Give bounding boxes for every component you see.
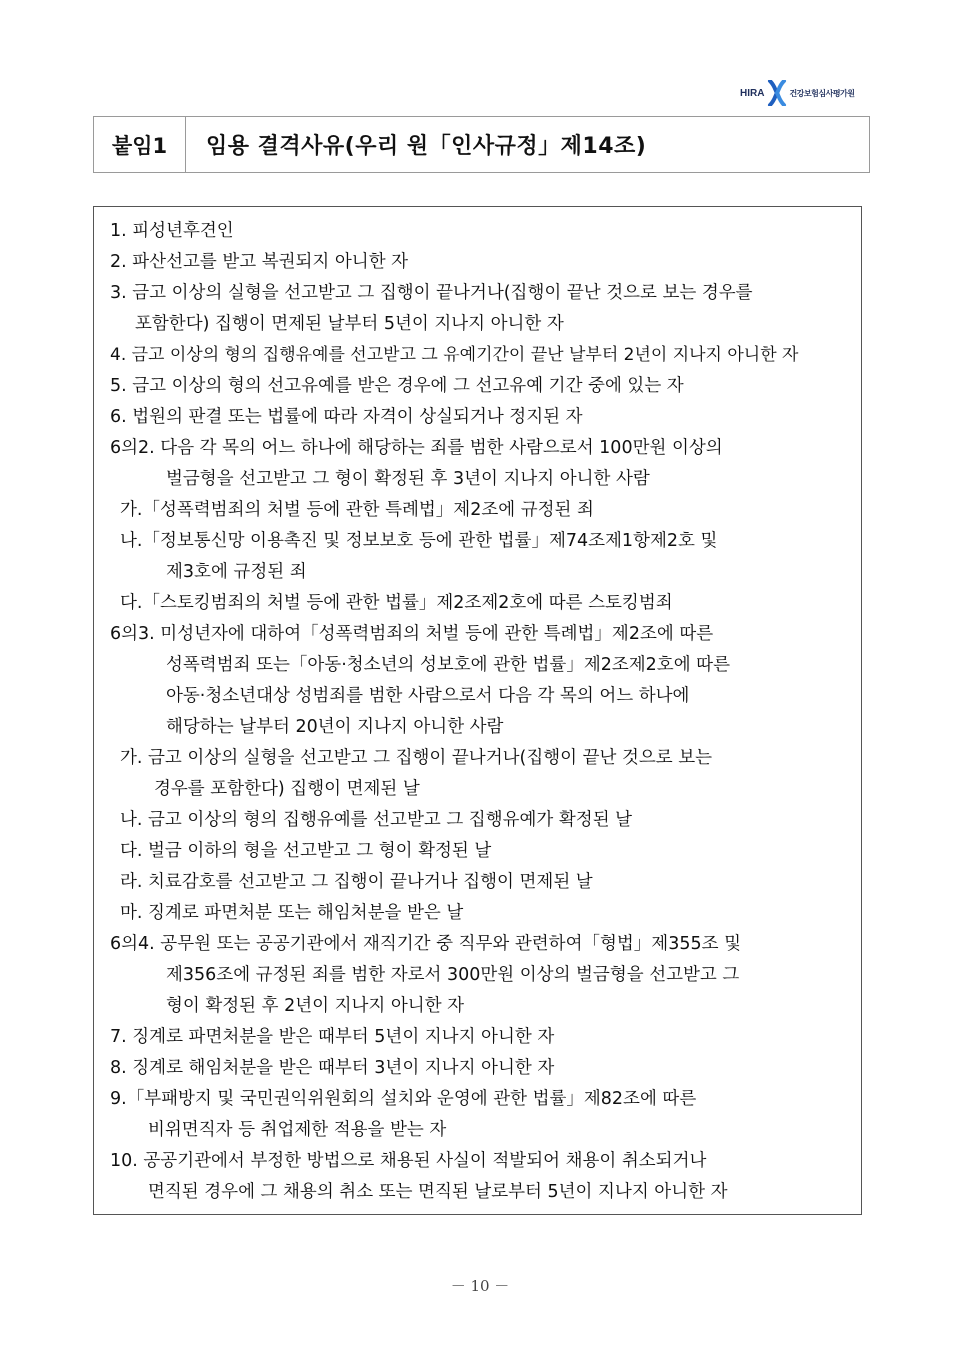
list-item: 면직된 경우에 그 채용의 취소 또는 면직된 날로부터 5년이 지나지 아니한 자 bbox=[148, 1182, 728, 1202]
list-item: 2. 파산선고를 받고 복권되지 아니한 자 bbox=[110, 252, 409, 272]
list-item: 6. 법원의 판결 또는 법률에 따라 자격이 상실되거나 정지된 자 bbox=[110, 407, 583, 427]
list-item: 다. 벌금 이하의 형을 선고받고 그 형이 확정된 날 bbox=[120, 841, 492, 861]
list-item: 나.「정보통신망 이용촉진 및 정보보호 등에 관한 법률」제74조제1항제2호 및 bbox=[120, 531, 718, 551]
list-item: 제356조에 규정된 죄를 범한 자로서 300만원 이상의 벌금형을 선고받고 그 bbox=[166, 965, 740, 985]
list-item: 6의3. 미성년자에 대하여「성폭력범죄의 처벌 등에 관한 특례법」제2조에 따른 bbox=[110, 624, 714, 644]
hira-logo bbox=[740, 80, 855, 106]
logo-text-left: HIRA bbox=[740, 87, 765, 99]
list-item: 7. 징계로 파면처분을 받은 때부터 5년이 지나지 아니한 자 bbox=[110, 1027, 555, 1047]
list-item: 제3호에 규정된 죄 bbox=[166, 562, 307, 582]
list-item: 9.「부패방지 및 국민권익위원회의 설치와 운영에 관한 법률」제82조에 따른 bbox=[110, 1089, 697, 1109]
list-item: 마. 징계로 파면처분 또는 해임처분을 받은 날 bbox=[120, 903, 464, 923]
list-item: 형이 확정된 후 2년이 지나지 아니한 자 bbox=[166, 996, 465, 1016]
list-item: 나. 금고 이상의 형의 집행유예를 선고받고 그 집행유예가 확정된 날 bbox=[120, 810, 633, 830]
list-item: 가.「성폭력범죄의 처벌 등에 관한 특례법」제2조에 규정된 죄 bbox=[120, 500, 594, 520]
list-item: 라. 치료감호를 선고받고 그 집행이 끝나거나 집행이 면제된 날 bbox=[120, 872, 593, 892]
page-number: － 10 － bbox=[450, 1277, 510, 1295]
disqualification-list bbox=[93, 206, 862, 1215]
list-item: 성폭력범죄 또는「아동·청소년의 성보호에 관한 법률」제2조제2호에 따른 bbox=[166, 655, 730, 675]
list-item: 해당하는 날부터 20년이 지나지 아니한 사람 bbox=[166, 717, 504, 737]
hira-logo-icon bbox=[767, 80, 787, 106]
list-item: 3. 금고 이상의 실형을 선고받고 그 집행이 끝나거나(집행이 끝난 것으로 보는 경우를 bbox=[110, 283, 753, 303]
attachment-tag: 붙임1 bbox=[94, 117, 186, 172]
list-item: 다.「스토킹범죄의 처벌 등에 관한 법률」제2조제2호에 따른 스토킹범죄 bbox=[120, 593, 673, 613]
list-item: 6의2. 다음 각 목의 어느 하나에 해당하는 죄를 범한 사람으로서 100만원 이상의 bbox=[110, 438, 723, 458]
list-item: 벌금형을 선고받고 그 형이 확정된 후 3년이 지나지 아니한 사람 bbox=[166, 469, 650, 489]
list-item: 경우를 포함한다) 집행이 면제된 날 bbox=[154, 779, 420, 799]
list-item: 4. 금고 이상의 형의 집행유예를 선고받고 그 유예기간이 끝난 날부터 2년이 지나지 아니한 자 bbox=[110, 345, 799, 365]
title-box bbox=[93, 116, 870, 173]
list-item: 5. 금고 이상의 형의 선고유예를 받은 경우에 그 선고유예 기간 중에 있는 자 bbox=[110, 376, 684, 396]
list-item: 아동·청소년대상 성범죄를 범한 사람으로서 다음 각 목의 어느 하나에 bbox=[166, 686, 690, 706]
list-item: 1. 피성년후견인 bbox=[110, 221, 234, 241]
list-item: 6의4. 공무원 또는 공공기관에서 재직기간 중 직무와 관련하여「형법」제355조 및 bbox=[110, 934, 741, 954]
page-title: 임용 결격사유(우리 원「인사규정」제14조) bbox=[206, 134, 647, 159]
list-item: 포함한다) 집행이 면제된 날부터 5년이 지나지 아니한 자 bbox=[135, 314, 564, 334]
list-item: 가. 금고 이상의 실형을 선고받고 그 집행이 끝나거나(집행이 끝난 것으로 보는 bbox=[120, 748, 713, 768]
list-item: 비위면직자 등 취업제한 적용을 받는 자 bbox=[148, 1120, 447, 1140]
list-item: 8. 징계로 해임처분을 받은 때부터 3년이 지나지 아니한 자 bbox=[110, 1058, 555, 1078]
list-item: 10. 공공기관에서 부정한 방법으로 채용된 사실이 적발되어 채용이 취소되거나 bbox=[110, 1151, 707, 1171]
logo-text-right: 건강보험심사평가원 bbox=[789, 88, 855, 98]
